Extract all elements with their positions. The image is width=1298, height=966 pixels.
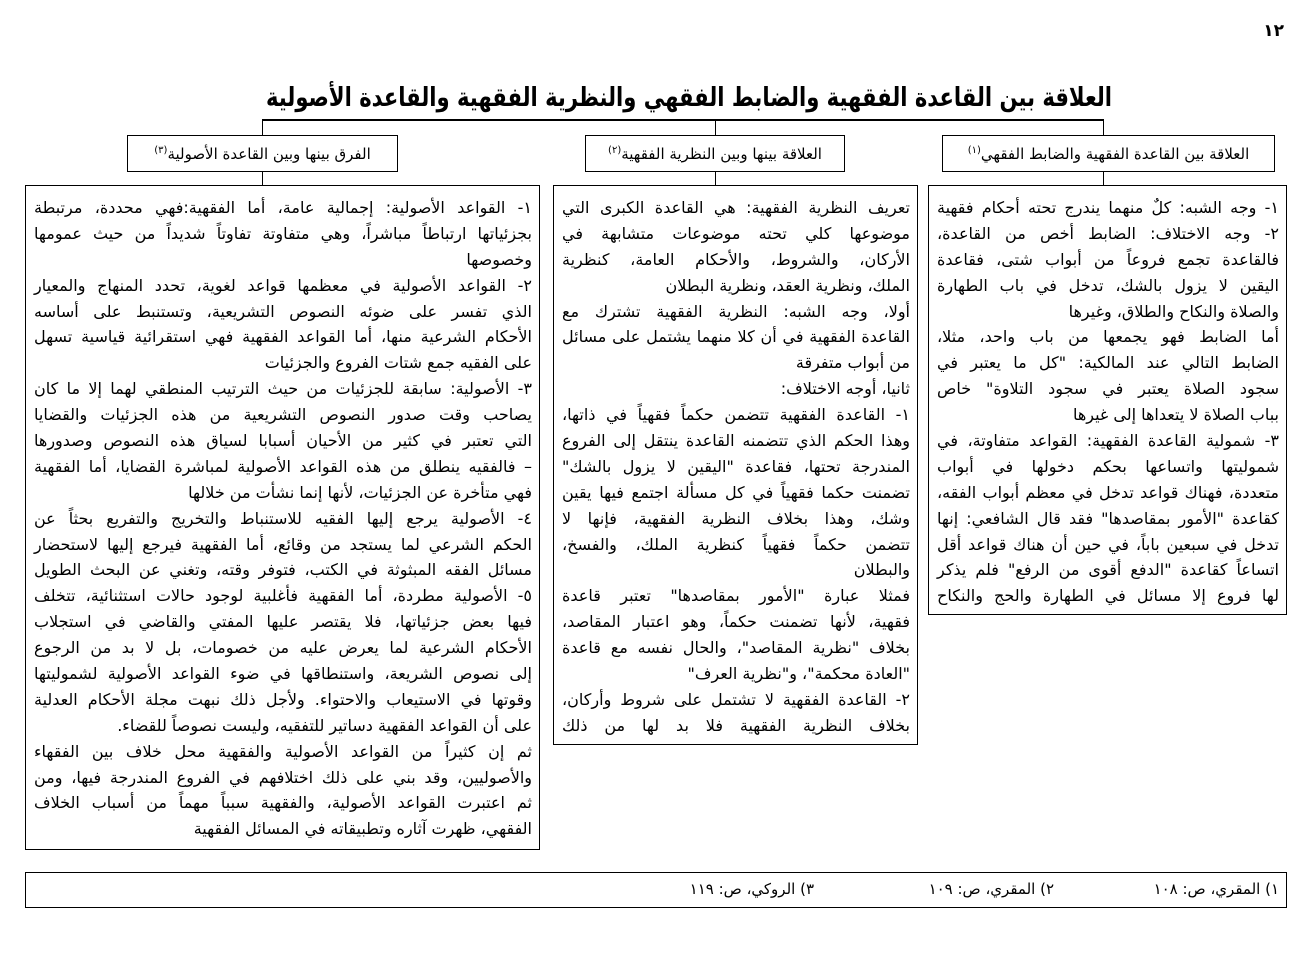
middle-box-line: تتضمن حكماً فقهياً كنظرية الملك، والفسخ، <box>562 534 910 554</box>
left-box-line: – فالفقيه ينطلق من هذه القواعد الأصولية لمباشرة القضايا، أما الفقهية <box>34 456 532 476</box>
right-box-line: ٣- شمولية القاعدة الفقهية: القواعد متفاوتة، في <box>937 431 1279 451</box>
heading-box-left <box>127 135 398 172</box>
left-box-line: ٣- الأصولية: سابقة للجزئيات من حيث الترتيب المنطقي لهما إلا ما كان <box>34 379 532 399</box>
connector-line-middle-bottom <box>715 172 717 185</box>
right-box-line: اتساعاً كقاعدة "الدفع أقوى من الرفع" فلم يذكر <box>937 560 1279 580</box>
footnote-ref-2: (٢) <box>608 144 622 156</box>
connector-line-left-bottom <box>262 172 264 185</box>
middle-box-line: أولا، وجه الشبه: النظرية الفقهية تشترك مع <box>562 301 910 321</box>
right-box-line: تدخل في سبعين باباً، في حين أن هناك قواعد أقل <box>937 534 1279 554</box>
footnote-2: ٢) المقري، ص: ١٠٩ <box>928 880 1054 898</box>
middle-box-line: والبطلان <box>853 560 910 580</box>
left-box-line: ٤- الأصولية يرجع إليها الفقيه للاستنباط والتخريج والتفريع بحثاً عن <box>34 508 532 528</box>
heading-left: الفرق بينها وبين القاعدة الأصولية <box>167 144 371 163</box>
right-box-line: لها فروع إلا مسائل في الطهارة والحج والنكاح <box>937 586 1279 606</box>
left-box-line: الأحكام الشرعية لما يعرض عليه من خصومات، بل لا بد من الرجوع <box>34 638 532 658</box>
right-box-line: سجود الصلاة يعتبر في سجود التلاوة" خاص <box>937 379 1279 399</box>
right-box-line: فالقاعدة تجمع فروعاً من أبواب شتى، فقاعدة <box>937 249 1279 269</box>
right-box-line: والصلاة والنكاح والطلاق، وغيرها <box>1068 301 1279 321</box>
middle-box-line: الأركان، والشروط، والأحكام العامة، كنظرية <box>562 249 910 269</box>
middle-box-line: تضمنت حكما فقهياً في كل مسألة اجتمع فيها يقين <box>562 482 910 502</box>
left-box-line: على الفقيه جمع شتات الفروع والجزئيات <box>264 353 532 373</box>
heading-middle-wrap <box>608 144 822 164</box>
left-box-line: وخصوصها <box>466 249 532 269</box>
left-box-line: الفقهي، ظهرت آثاره وتطبيقاته في المسائل الفقهية <box>193 819 532 839</box>
right-box-line: الضابط التالي عند المالكية: "كل ما يعتبر في <box>937 353 1279 373</box>
right-box-line: بباب الصلاة لا يتعداها إلى غيرها <box>1072 405 1279 425</box>
middle-box-line: ثانيا، أوجه الاختلاف: <box>780 379 910 399</box>
connector-line-left-top <box>262 119 264 135</box>
middle-box-line: من أبواب متفرقة <box>795 353 910 373</box>
left-box-line: فيها بعض جزئياتها، فلا يقتصر عليها المفتي والقاضي في استجلاب <box>34 612 532 632</box>
left-box-line: التي تعتبر في كثير من الأحيان أسبابا لسياق هذه النصوص وصدورها <box>34 431 532 451</box>
middle-box-line: بخلاف النظرية الفقهية فلا بد لها من ذلك <box>562 715 910 735</box>
middle-box-line: وهذا الحكم الذي تتضمنه القاعدة ينتقل إلى الفروع <box>562 431 910 451</box>
page-title: العلاقة بين القاعدة الفقهية والضابط الفقهي والنظرية الفقهية والقاعدة الأصولية <box>266 83 1112 113</box>
left-box-line: ثم إن كثيراً من القواعد الأصولية والفقهية محل خلاف بين الفقهاء <box>34 741 532 761</box>
content-box-middle <box>553 185 918 745</box>
middle-box-line: موضوعها كلي تحته موضوعات متشابهة في <box>562 223 910 243</box>
footnote-ref-1: (١) <box>967 144 981 156</box>
footnote-ref-3: (٣) <box>154 144 168 156</box>
left-box-line: ٢- القواعد الأصولية في معظمها قواعد لغوية، تحدد المنهاج والمعيار <box>34 275 532 295</box>
left-box-line: الأحكام الشرعية منها، أما القواعد الفقهية فهي استقرائية قياسية تسهل <box>34 327 532 347</box>
left-box-line: إلى نصوص الشريعة، واستنطاقها في ضوء القواعد الأصولية لشموليتها <box>34 664 532 684</box>
right-box-line: ١- وجه الشبه: كلٌ منهما يندرج تحته أحكام فقهية <box>937 198 1279 217</box>
connector-line-right-top <box>1103 119 1105 135</box>
right-box-line: كقاعدة "الأمور بمقاصدها" فقد قال الشافعي: إنها <box>937 508 1279 528</box>
left-box-line: والأصوليين، وقد بني على ذلك اختلافهم في الفروع المندرجة فيها، ومن <box>34 767 532 787</box>
middle-box-line: ١- القاعدة الفقهية تتضمن حكماً فقهياً في ذاتها، <box>562 405 910 425</box>
right-box-line: أما الضابط فهو يجمعها من باب واحد، مثلا، <box>937 327 1279 347</box>
heading-box-right <box>942 135 1275 172</box>
left-box-line: الحكم الشرعي لما يستجد من وقائع، أما الفقهية فيرجع إليها لاستحضار <box>34 534 532 554</box>
right-box-line: اليقين لا يزول بالشك، تدخل في باب الطهارة <box>937 275 1279 295</box>
middle-box-line: فمثلا عبارة "الأمور بمقاصدها" تعتبر قاعدة <box>562 586 910 606</box>
middle-box-line: "العادة محكمة"، و"نظرية العرف" <box>687 664 910 684</box>
left-box-line: مسائل الفقه المبثوثة في الكتب، فتوفر وقته، وتغني عن البحث الطويل <box>34 560 532 580</box>
left-box-line: يصاحب وقت صدور النصوص التشريعية من هذه الجزئيات والقضايا <box>34 405 532 425</box>
middle-box-line: المندرجة تحتها، فقاعدة "اليقين لا يزول بالشك" <box>562 456 910 476</box>
left-box-line: بجزئياتها ارتباطاً مباشراً، وهي متفاوتة تفاوتاً شديداً من حيث عمومها <box>34 223 532 243</box>
middle-box-line: تعريف النظرية الفقهية: هي القاعدة الكبرى التي <box>562 198 910 217</box>
heading-left-wrap <box>154 144 371 164</box>
page-number: ١٢ <box>1263 21 1284 41</box>
footnote-3: ٣) الروكي، ص: ١١٩ <box>689 880 814 898</box>
right-box-line: متعددة، فهناك قواعد تدخل في معظم أبواب الفقه، <box>937 482 1279 502</box>
middle-box-line: الملك، ونظرية العقد، ونظرية البطلان <box>665 275 910 295</box>
middle-box-line: ٢- القاعدة الفقهية لا تشتمل على شروط وأركان، <box>562 689 910 709</box>
middle-box-line: القاعدة الفقهية في أن كلا منهما يشتمل على مسائل <box>562 327 910 347</box>
left-box-line: ثم اعتبرت القواعد الأصولية، والفقهية سبباً مهماً من أسباب الخلاف <box>34 793 532 813</box>
content-box-right <box>928 185 1287 615</box>
middle-box-line: بخلاف "نظرية المقاصد"، والحال نفسه مع قاعدة <box>562 638 910 658</box>
heading-box-middle <box>585 135 845 172</box>
middle-box-line: فقهية، لأنها تضمنت حكماً، وهو اعتبار المقاصد، <box>562 612 910 632</box>
heading-right-wrap <box>968 144 1250 164</box>
right-box-line: ٢- وجه الاختلاف: الضابط أخص من القاعدة، <box>937 223 1279 243</box>
footnote-1: ١) المقري، ص: ١٠٨ <box>1153 880 1279 898</box>
connector-line-middle-top <box>715 119 717 135</box>
left-box-line: وقوتها في الاستيعاب والاحتواء. ولأجل ذلك نبهت مجلة الأحكام العدلية <box>34 689 532 709</box>
heading-right: العلاقة بين القاعدة الفقهية والضابط الفقهي <box>980 144 1250 163</box>
connector-line-right-bottom <box>1103 172 1105 185</box>
left-box-line: ٥- الأصولية مطردة، أما الفقهية فأغلبية لوجود حالات استثنائية، تتخلف <box>34 586 532 606</box>
right-box-line: شموليتها واتساعها بحكم دخولها في أبواب <box>937 456 1279 476</box>
connector-line-horizontal <box>262 119 1104 121</box>
left-box-line: الذي تفسر على ضوئه النصوص التشريعية، وتستنبط على أساسه <box>34 301 532 321</box>
left-box-line: على أن القواعد الفقهية دساتير للتفقيه، وليست نصوصاً للقضاء. <box>117 715 532 735</box>
heading-middle: العلاقة بينها وبين النظرية الفقهية <box>621 144 822 163</box>
footnotes-box <box>25 872 1287 908</box>
left-box-line: ١- القواعد الأصولية: إجمالية عامة، أما الفقهية:فهي محددة، مرتبطة <box>34 198 532 217</box>
middle-box-line: وشك، وهذا بخلاف النظرية الفقهية، فإنها لا <box>562 508 910 528</box>
content-box-left <box>25 185 540 850</box>
left-box-line: فهي متأخرة عن الجزئيات، لأنها إنما نشأت من خلالها <box>188 482 532 502</box>
